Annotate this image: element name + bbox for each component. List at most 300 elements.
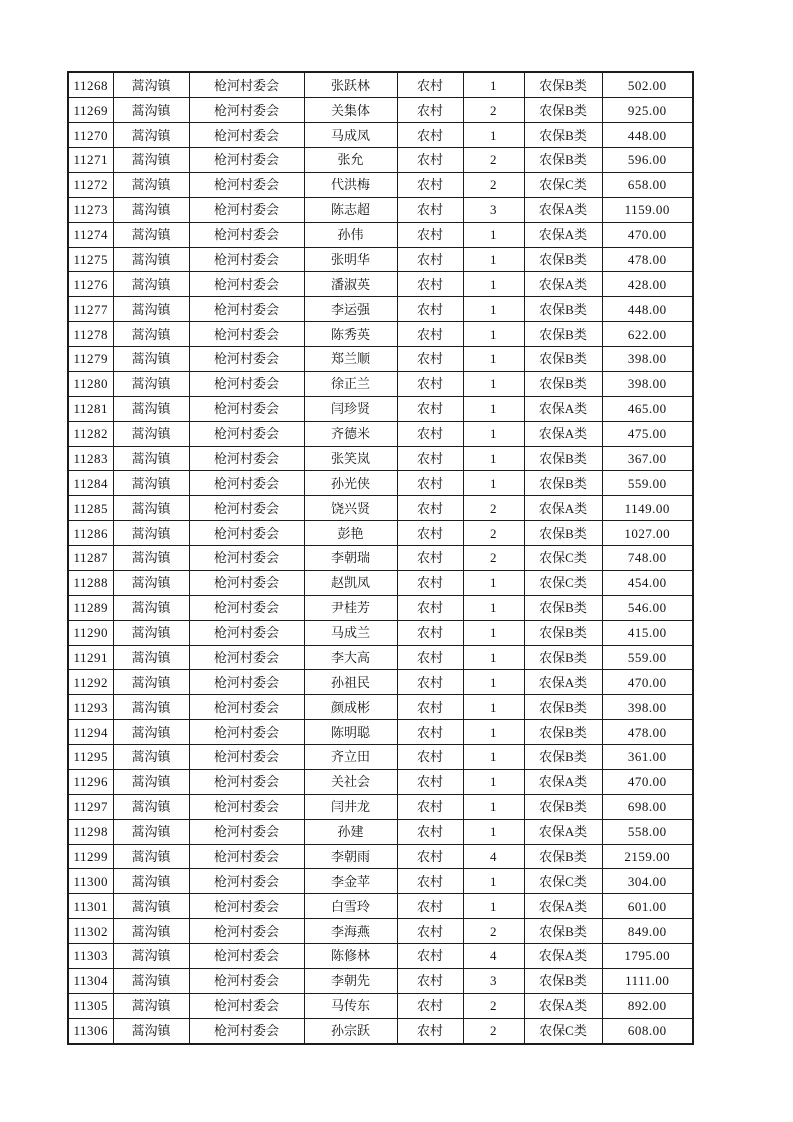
cell-person-count: 1 (463, 745, 524, 770)
cell-village-committee: 枪河村委会 (189, 72, 304, 98)
cell-residence-type: 农村 (397, 272, 463, 297)
cell-village-committee: 枪河村委会 (189, 595, 304, 620)
cell-record-id: 11306 (68, 1018, 113, 1044)
cell-record-id: 11285 (68, 496, 113, 521)
cell-record-id: 11284 (68, 471, 113, 496)
cell-village-committee: 枪河村委会 (189, 123, 304, 148)
cell-record-id: 11283 (68, 446, 113, 471)
cell-person-count: 4 (463, 944, 524, 969)
table-row (68, 98, 693, 123)
cell-town: 蒿沟镇 (113, 919, 189, 944)
cell-person-name: 张允 (304, 148, 397, 173)
cell-residence-type: 农村 (397, 446, 463, 471)
cell-amount: 361.00 (602, 745, 693, 770)
cell-amount: 601.00 (602, 894, 693, 919)
table-row (68, 496, 693, 521)
cell-town: 蒿沟镇 (113, 471, 189, 496)
cell-insurance-class: 农保A类 (524, 421, 602, 446)
cell-village-committee: 枪河村委会 (189, 769, 304, 794)
cell-record-id: 11286 (68, 521, 113, 546)
cell-village-committee: 枪河村委会 (189, 546, 304, 571)
cell-amount: 748.00 (602, 546, 693, 571)
table-row (68, 172, 693, 197)
cell-person-count: 1 (463, 819, 524, 844)
cell-person-count: 2 (463, 172, 524, 197)
cell-record-id: 11272 (68, 172, 113, 197)
table-row (68, 944, 693, 969)
cell-residence-type: 农村 (397, 720, 463, 745)
cell-town: 蒿沟镇 (113, 745, 189, 770)
cell-record-id: 11281 (68, 396, 113, 421)
cell-record-id: 11298 (68, 819, 113, 844)
cell-town: 蒿沟镇 (113, 371, 189, 396)
cell-village-committee: 枪河村委会 (189, 794, 304, 819)
cell-town: 蒿沟镇 (113, 322, 189, 347)
cell-residence-type: 农村 (397, 521, 463, 546)
cell-town: 蒿沟镇 (113, 894, 189, 919)
cell-person-name: 张跃林 (304, 72, 397, 98)
cell-residence-type: 农村 (397, 745, 463, 770)
cell-insurance-class: 农保C类 (524, 172, 602, 197)
table-row (68, 869, 693, 894)
cell-amount: 546.00 (602, 595, 693, 620)
cell-amount: 448.00 (602, 297, 693, 322)
cell-amount: 465.00 (602, 396, 693, 421)
table-row (68, 720, 693, 745)
cell-person-count: 2 (463, 546, 524, 571)
cell-village-committee: 枪河村委会 (189, 148, 304, 173)
cell-amount: 925.00 (602, 98, 693, 123)
cell-amount: 698.00 (602, 794, 693, 819)
cell-record-id: 11276 (68, 272, 113, 297)
cell-person-name: 张笑岚 (304, 446, 397, 471)
cell-town: 蒿沟镇 (113, 844, 189, 869)
cell-town: 蒿沟镇 (113, 670, 189, 695)
cell-amount: 398.00 (602, 695, 693, 720)
cell-insurance-class: 农保B类 (524, 745, 602, 770)
cell-record-id: 11269 (68, 98, 113, 123)
cell-amount: 1795.00 (602, 944, 693, 969)
cell-amount: 559.00 (602, 645, 693, 670)
cell-person-name: 马传东 (304, 993, 397, 1018)
cell-insurance-class: 农保A类 (524, 769, 602, 794)
cell-insurance-class: 农保A类 (524, 197, 602, 222)
cell-record-id: 11287 (68, 546, 113, 571)
cell-person-count: 1 (463, 645, 524, 670)
cell-residence-type: 农村 (397, 172, 463, 197)
cell-amount: 398.00 (602, 371, 693, 396)
cell-town: 蒿沟镇 (113, 819, 189, 844)
table-row (68, 347, 693, 372)
table-row (68, 222, 693, 247)
cell-record-id: 11288 (68, 570, 113, 595)
cell-person-count: 1 (463, 595, 524, 620)
table-row (68, 521, 693, 546)
cell-amount: 596.00 (602, 148, 693, 173)
cell-amount: 478.00 (602, 247, 693, 272)
cell-town: 蒿沟镇 (113, 72, 189, 98)
cell-town: 蒿沟镇 (113, 769, 189, 794)
cell-residence-type: 农村 (397, 819, 463, 844)
cell-person-name: 李朝雨 (304, 844, 397, 869)
cell-insurance-class: 农保C类 (524, 546, 602, 571)
cell-residence-type: 农村 (397, 546, 463, 571)
cell-person-count: 1 (463, 123, 524, 148)
cell-person-name: 代洪梅 (304, 172, 397, 197)
cell-person-name: 李朝瑞 (304, 546, 397, 571)
cell-village-committee: 枪河村委会 (189, 1018, 304, 1044)
cell-village-committee: 枪河村委会 (189, 98, 304, 123)
cell-residence-type: 农村 (397, 421, 463, 446)
cell-record-id: 11297 (68, 794, 113, 819)
cell-residence-type: 农村 (397, 794, 463, 819)
cell-residence-type: 农村 (397, 919, 463, 944)
cell-village-committee: 枪河村委会 (189, 446, 304, 471)
cell-amount: 470.00 (602, 222, 693, 247)
cell-insurance-class: 农保B类 (524, 297, 602, 322)
cell-town: 蒿沟镇 (113, 546, 189, 571)
cell-person-name: 陈秀英 (304, 322, 397, 347)
table-row (68, 446, 693, 471)
cell-town: 蒿沟镇 (113, 247, 189, 272)
cell-village-committee: 枪河村委会 (189, 745, 304, 770)
cell-record-id: 11282 (68, 421, 113, 446)
cell-village-committee: 枪河村委会 (189, 172, 304, 197)
cell-person-name: 孙光侠 (304, 471, 397, 496)
cell-residence-type: 农村 (397, 297, 463, 322)
cell-person-name: 郑兰顺 (304, 347, 397, 372)
cell-residence-type: 农村 (397, 570, 463, 595)
cell-record-id: 11268 (68, 72, 113, 98)
cell-town: 蒿沟镇 (113, 570, 189, 595)
cell-person-name: 孙祖民 (304, 670, 397, 695)
cell-residence-type: 农村 (397, 645, 463, 670)
cell-person-count: 1 (463, 247, 524, 272)
cell-record-id: 11300 (68, 869, 113, 894)
cell-insurance-class: 农保B类 (524, 123, 602, 148)
table-row (68, 272, 693, 297)
cell-person-count: 1 (463, 794, 524, 819)
cell-insurance-class: 农保B类 (524, 148, 602, 173)
cell-residence-type: 农村 (397, 98, 463, 123)
cell-residence-type: 农村 (397, 222, 463, 247)
cell-amount: 367.00 (602, 446, 693, 471)
cell-record-id: 11274 (68, 222, 113, 247)
cell-residence-type: 农村 (397, 148, 463, 173)
cell-person-count: 3 (463, 197, 524, 222)
cell-village-committee: 枪河村委会 (189, 645, 304, 670)
cell-record-id: 11270 (68, 123, 113, 148)
cell-amount: 415.00 (602, 620, 693, 645)
cell-record-id: 11280 (68, 371, 113, 396)
cell-town: 蒿沟镇 (113, 421, 189, 446)
table-row (68, 570, 693, 595)
cell-insurance-class: 农保A类 (524, 819, 602, 844)
table-row (68, 993, 693, 1018)
cell-person-name: 关社会 (304, 769, 397, 794)
cell-insurance-class: 农保B类 (524, 347, 602, 372)
cell-person-count: 1 (463, 72, 524, 98)
table-row (68, 148, 693, 173)
cell-residence-type: 农村 (397, 322, 463, 347)
cell-person-name: 赵凯凤 (304, 570, 397, 595)
table-row (68, 1018, 693, 1044)
cell-person-count: 1 (463, 371, 524, 396)
cell-amount: 622.00 (602, 322, 693, 347)
cell-insurance-class: 农保A类 (524, 670, 602, 695)
cell-village-committee: 枪河村委会 (189, 272, 304, 297)
cell-town: 蒿沟镇 (113, 222, 189, 247)
cell-village-committee: 枪河村委会 (189, 695, 304, 720)
cell-insurance-class: 农保B类 (524, 446, 602, 471)
table-row (68, 968, 693, 993)
cell-town: 蒿沟镇 (113, 148, 189, 173)
cell-record-id: 11302 (68, 919, 113, 944)
cell-residence-type: 农村 (397, 123, 463, 148)
cell-amount: 475.00 (602, 421, 693, 446)
cell-insurance-class: 农保A类 (524, 496, 602, 521)
cell-insurance-class: 农保B类 (524, 371, 602, 396)
cell-record-id: 11290 (68, 620, 113, 645)
cell-town: 蒿沟镇 (113, 944, 189, 969)
cell-person-name: 张明华 (304, 247, 397, 272)
cell-record-id: 11294 (68, 720, 113, 745)
cell-person-count: 1 (463, 570, 524, 595)
cell-person-name: 马成凤 (304, 123, 397, 148)
cell-insurance-class: 农保A类 (524, 272, 602, 297)
cell-record-id: 11271 (68, 148, 113, 173)
cell-residence-type: 农村 (397, 695, 463, 720)
cell-amount: 658.00 (602, 172, 693, 197)
cell-record-id: 11305 (68, 993, 113, 1018)
cell-residence-type: 农村 (397, 844, 463, 869)
cell-person-name: 马成兰 (304, 620, 397, 645)
cell-record-id: 11293 (68, 695, 113, 720)
cell-town: 蒿沟镇 (113, 98, 189, 123)
cell-village-committee: 枪河村委会 (189, 347, 304, 372)
cell-insurance-class: 农保B类 (524, 471, 602, 496)
cell-person-name: 齐立田 (304, 745, 397, 770)
cell-village-committee: 枪河村委会 (189, 570, 304, 595)
cell-person-count: 1 (463, 347, 524, 372)
cell-person-name: 徐正兰 (304, 371, 397, 396)
cell-person-count: 1 (463, 769, 524, 794)
cell-amount: 448.00 (602, 123, 693, 148)
table-row (68, 745, 693, 770)
cell-insurance-class: 农保B类 (524, 72, 602, 98)
cell-village-committee: 枪河村委会 (189, 968, 304, 993)
cell-insurance-class: 农保B类 (524, 620, 602, 645)
cell-residence-type: 农村 (397, 993, 463, 1018)
cell-insurance-class: 农保C类 (524, 1018, 602, 1044)
cell-town: 蒿沟镇 (113, 645, 189, 670)
table-row (68, 421, 693, 446)
cell-insurance-class: 农保A类 (524, 396, 602, 421)
cell-village-committee: 枪河村委会 (189, 521, 304, 546)
cell-person-name: 陈明聪 (304, 720, 397, 745)
cell-residence-type: 农村 (397, 247, 463, 272)
cell-person-count: 1 (463, 446, 524, 471)
cell-person-count: 1 (463, 670, 524, 695)
table-row (68, 546, 693, 571)
cell-person-name: 陈修林 (304, 944, 397, 969)
cell-person-count: 2 (463, 1018, 524, 1044)
cell-insurance-class: 农保B类 (524, 695, 602, 720)
cell-insurance-class: 农保A类 (524, 222, 602, 247)
table-row (68, 197, 693, 222)
cell-record-id: 11292 (68, 670, 113, 695)
cell-village-committee: 枪河村委会 (189, 844, 304, 869)
cell-record-id: 11295 (68, 745, 113, 770)
cell-amount: 502.00 (602, 72, 693, 98)
cell-person-name: 尹桂芳 (304, 595, 397, 620)
cell-amount: 1159.00 (602, 197, 693, 222)
cell-village-committee: 枪河村委会 (189, 993, 304, 1018)
cell-person-count: 1 (463, 222, 524, 247)
cell-person-name: 李运强 (304, 297, 397, 322)
cell-town: 蒿沟镇 (113, 297, 189, 322)
table-row (68, 645, 693, 670)
cell-amount: 1149.00 (602, 496, 693, 521)
cell-record-id: 11303 (68, 944, 113, 969)
cell-record-id: 11301 (68, 894, 113, 919)
cell-amount: 608.00 (602, 1018, 693, 1044)
cell-record-id: 11273 (68, 197, 113, 222)
cell-village-committee: 枪河村委会 (189, 371, 304, 396)
cell-insurance-class: 农保B类 (524, 247, 602, 272)
cell-amount: 849.00 (602, 919, 693, 944)
cell-record-id: 11296 (68, 769, 113, 794)
cell-village-committee: 枪河村委会 (189, 919, 304, 944)
cell-person-name: 李朝先 (304, 968, 397, 993)
cell-insurance-class: 农保B类 (524, 968, 602, 993)
cell-person-count: 3 (463, 968, 524, 993)
cell-person-name: 潘淑英 (304, 272, 397, 297)
cell-person-count: 4 (463, 844, 524, 869)
cell-village-committee: 枪河村委会 (189, 819, 304, 844)
cell-town: 蒿沟镇 (113, 869, 189, 894)
cell-person-name: 白雪玲 (304, 894, 397, 919)
cell-village-committee: 枪河村委会 (189, 247, 304, 272)
cell-insurance-class: 农保A类 (524, 993, 602, 1018)
table-row (68, 371, 693, 396)
cell-person-name: 李大高 (304, 645, 397, 670)
cell-residence-type: 农村 (397, 396, 463, 421)
cell-person-name: 陈志超 (304, 197, 397, 222)
cell-person-name: 彭艳 (304, 521, 397, 546)
cell-residence-type: 农村 (397, 595, 463, 620)
table-row (68, 297, 693, 322)
cell-amount: 892.00 (602, 993, 693, 1018)
cell-amount: 558.00 (602, 819, 693, 844)
table-row (68, 794, 693, 819)
cell-person-count: 1 (463, 695, 524, 720)
cell-person-name: 闫井龙 (304, 794, 397, 819)
cell-person-name: 孙伟 (304, 222, 397, 247)
table-row (68, 322, 693, 347)
cell-village-committee: 枪河村委会 (189, 869, 304, 894)
cell-person-name: 关集体 (304, 98, 397, 123)
cell-person-count: 1 (463, 297, 524, 322)
cell-town: 蒿沟镇 (113, 446, 189, 471)
table-row (68, 919, 693, 944)
cell-amount: 428.00 (602, 272, 693, 297)
cell-amount: 2159.00 (602, 844, 693, 869)
cell-village-committee: 枪河村委会 (189, 222, 304, 247)
table-row (68, 844, 693, 869)
cell-town: 蒿沟镇 (113, 620, 189, 645)
cell-village-committee: 枪河村委会 (189, 496, 304, 521)
cell-amount: 470.00 (602, 670, 693, 695)
cell-person-count: 1 (463, 720, 524, 745)
cell-person-count: 1 (463, 396, 524, 421)
cell-town: 蒿沟镇 (113, 347, 189, 372)
cell-person-count: 1 (463, 471, 524, 496)
cell-person-count: 1 (463, 272, 524, 297)
cell-person-count: 2 (463, 148, 524, 173)
cell-residence-type: 农村 (397, 197, 463, 222)
cell-residence-type: 农村 (397, 968, 463, 993)
table-row (68, 819, 693, 844)
cell-record-id: 11279 (68, 347, 113, 372)
cell-person-count: 1 (463, 421, 524, 446)
cell-village-committee: 枪河村委会 (189, 322, 304, 347)
cell-residence-type: 农村 (397, 72, 463, 98)
cell-person-name: 李海燕 (304, 919, 397, 944)
cell-amount: 470.00 (602, 769, 693, 794)
table-row (68, 247, 693, 272)
cell-town: 蒿沟镇 (113, 993, 189, 1018)
cell-record-id: 11304 (68, 968, 113, 993)
cell-amount: 304.00 (602, 869, 693, 894)
table-row (68, 72, 693, 98)
cell-town: 蒿沟镇 (113, 396, 189, 421)
cell-person-count: 2 (463, 919, 524, 944)
cell-residence-type: 农村 (397, 670, 463, 695)
cell-amount: 478.00 (602, 720, 693, 745)
cell-town: 蒿沟镇 (113, 123, 189, 148)
cell-amount: 454.00 (602, 570, 693, 595)
cell-record-id: 11275 (68, 247, 113, 272)
table-row (68, 894, 693, 919)
cell-residence-type: 农村 (397, 944, 463, 969)
table-body (68, 72, 693, 1044)
table-row (68, 695, 693, 720)
cell-village-committee: 枪河村委会 (189, 894, 304, 919)
cell-town: 蒿沟镇 (113, 496, 189, 521)
cell-town: 蒿沟镇 (113, 720, 189, 745)
cell-village-committee: 枪河村委会 (189, 197, 304, 222)
cell-town: 蒿沟镇 (113, 172, 189, 197)
table-row (68, 670, 693, 695)
cell-amount: 398.00 (602, 347, 693, 372)
table-row (68, 595, 693, 620)
cell-insurance-class: 农保A类 (524, 894, 602, 919)
cell-person-name: 齐德米 (304, 421, 397, 446)
cell-record-id: 11278 (68, 322, 113, 347)
cell-residence-type: 农村 (397, 869, 463, 894)
cell-insurance-class: 农保B类 (524, 844, 602, 869)
cell-town: 蒿沟镇 (113, 794, 189, 819)
cell-insurance-class: 农保C类 (524, 570, 602, 595)
cell-town: 蒿沟镇 (113, 272, 189, 297)
cell-person-count: 2 (463, 993, 524, 1018)
cell-village-committee: 枪河村委会 (189, 620, 304, 645)
cell-town: 蒿沟镇 (113, 968, 189, 993)
cell-record-id: 11299 (68, 844, 113, 869)
cell-insurance-class: 农保B类 (524, 322, 602, 347)
cell-residence-type: 农村 (397, 371, 463, 396)
